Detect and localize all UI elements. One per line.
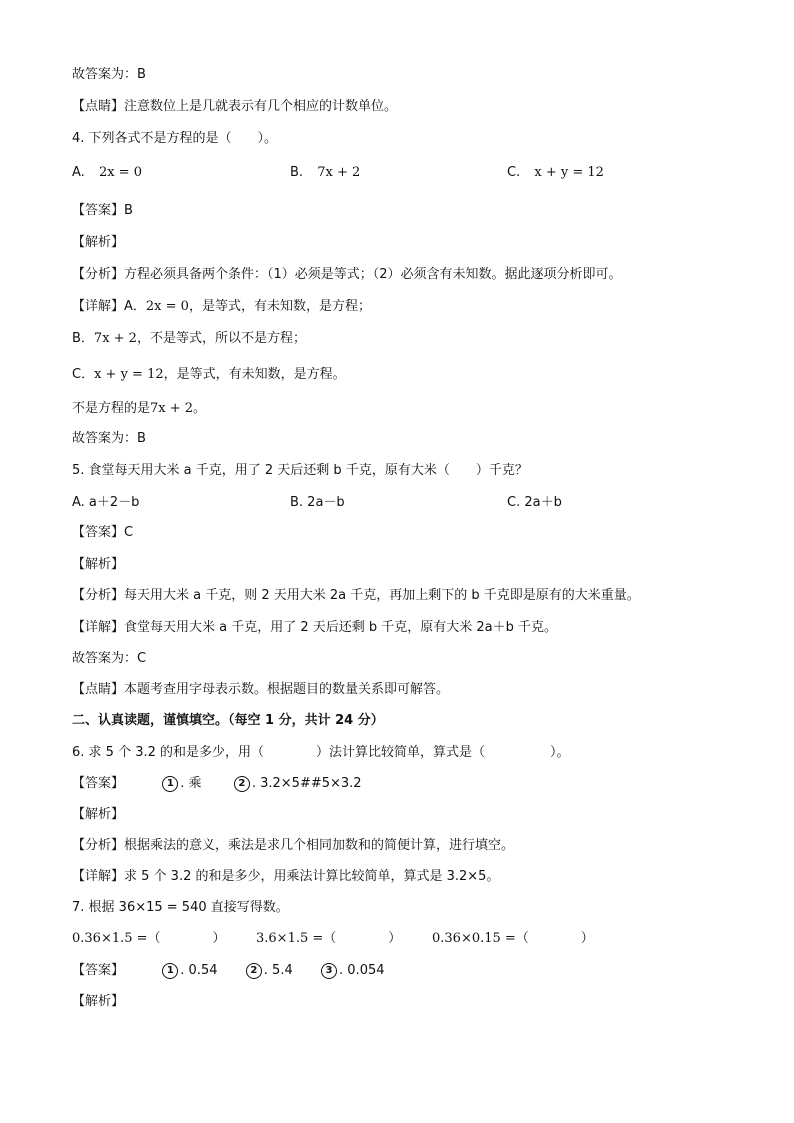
q6-xiangjie: 【详解】求 5 个 3.2 的和是多少，用乘法计算比较简单，算式是 3.2×5。 (72, 869, 500, 884)
q5-fenxi: 【分析】每天用大米 a 千克，则 2 天用大米 2a 千克，再加上剩下的 b 千克即是原有的大米重量。 (72, 588, 640, 603)
q4-fenxi: 【分析】方程必须具备两个条件：（1）必须是等式；（2）必须含有未知数。据此逐项分析即可。 (72, 267, 622, 282)
question-6-stem: 6. 求 5 个 3.2 的和是多少，用（ ）法计算比较简单，算式是（ ）。 (72, 745, 570, 760)
q4-b-analysis (72, 330, 306, 348)
q4-not-expr: 7x + 2 (150, 401, 194, 416)
q4-option-c-label: C. (507, 165, 521, 180)
q7-part-1: 0.36×1.5 =（ ） (72, 931, 226, 946)
dianjing-line: 【点睛】注意数位上是几就表示有几个相应的计数单位。 (72, 99, 398, 114)
q4-c-analysis-prefix: C． (72, 367, 95, 382)
q5-xiangjie: 【详解】食堂每天用大米 a 千克，用了 2 天后还剩 b 千克，原有大米 2a＋b 千克。 (72, 620, 558, 635)
q7-part-3: 0.36×0.15 =（ ） (432, 931, 594, 946)
q4-b-analysis-expr: 7x + 2 (93, 331, 137, 346)
q4-option-a-label: A. (72, 165, 85, 180)
q5-dianjing: 【点睛】本题考查用字母表示数。根据题目的数量关系即可解答。 (72, 682, 450, 697)
q6-answer (72, 775, 362, 793)
q4-b-analysis-suffix: ，不是等式，所以不是方程； (136, 331, 306, 346)
q6-jiexi: 【解析】 (72, 807, 125, 822)
q5-answer: 【答案】C (72, 525, 134, 540)
question-5-stem: 5. 食堂每天用大米 a 千克，用了 2 天后还剩 b 千克，原有大米（ ）千克？ (72, 463, 528, 478)
q4-xiangjie-expr: 2x = 0 (145, 299, 189, 314)
q6-fenxi: 【分析】根据乘法的意义，乘法是求几个相同加数和的简便计算，进行填空。 (72, 838, 515, 853)
q7-answer-3: . 0.054 (339, 963, 385, 978)
q4-xiangjie (72, 298, 371, 316)
q7-part-2: 3.6×1.5 =（ ） (256, 931, 402, 946)
q7-answer-label: 【答案】 (72, 963, 125, 978)
q4-c-analysis-suffix: ，是等式，有未知数，是方程。 (163, 367, 346, 382)
circled-number-3: 3 (321, 963, 337, 979)
q5-option-b: B. 2a－b (290, 495, 345, 510)
q4-final: 故答案为：B (72, 431, 146, 446)
q6-answer-1: . 乘 (180, 776, 202, 791)
answer-line: 故答案为：B (72, 67, 146, 82)
q5-option-c: C. 2a＋b (507, 495, 562, 510)
q4-c-analysis (72, 366, 346, 384)
q4-b-analysis-prefix: B． (72, 331, 94, 346)
q5-jiexi: 【解析】 (72, 557, 125, 572)
q6-answer-label: 【答案】 (72, 776, 125, 791)
q7-answer (72, 962, 385, 980)
q4-answer: 【答案】B (72, 203, 133, 218)
q4-jiexi: 【解析】 (72, 235, 125, 250)
question-4-stem: 4. 下列各式不是方程的是（ ）。 (72, 131, 278, 146)
circled-number-2: 2 (246, 963, 262, 979)
q4-c-analysis-expr: x + y = 12 (94, 367, 164, 382)
q4-not-prefix: 不是方程的是 (72, 401, 151, 416)
q5-final: 故答案为：C (72, 651, 147, 666)
q5-option-a: A. a＋2－b (72, 495, 140, 510)
q4-option-c-expr: x + y = 12 (534, 165, 604, 180)
q4-option-b (290, 164, 360, 182)
q6-answer-2: . 3.2×5##5×3.2 (251, 776, 362, 791)
q7-answer-2: . 5.4 (263, 963, 293, 978)
q4-option-a-expr: 2x = 0 (98, 165, 142, 180)
q4-option-b-expr: 7x + 2 (317, 165, 361, 180)
q4-not-suffix: 。 (193, 401, 207, 416)
q7-answer-1: . 0.54 (180, 963, 218, 978)
q4-option-c (507, 164, 604, 182)
circled-number-1: 1 (162, 776, 178, 792)
q4-xiangjie-prefix: 【详解】A． (72, 299, 146, 314)
circled-number-2: 2 (234, 776, 250, 792)
question-7-stem: 7. 根据 36×15 = 540 直接写得数。 (72, 900, 289, 915)
q7-jiexi: 【解析】 (72, 994, 125, 1009)
section-2-heading: 二、认真读题，谨慎填空。（每空 1 分，共计 24 分） (72, 713, 384, 728)
q4-not-equation (72, 400, 206, 418)
circled-number-1: 1 (162, 963, 178, 979)
q4-option-a (72, 164, 142, 182)
q4-xiangjie-suffix: ，是等式，有未知数，是方程； (188, 299, 371, 314)
q4-option-b-label: B. (290, 165, 304, 180)
